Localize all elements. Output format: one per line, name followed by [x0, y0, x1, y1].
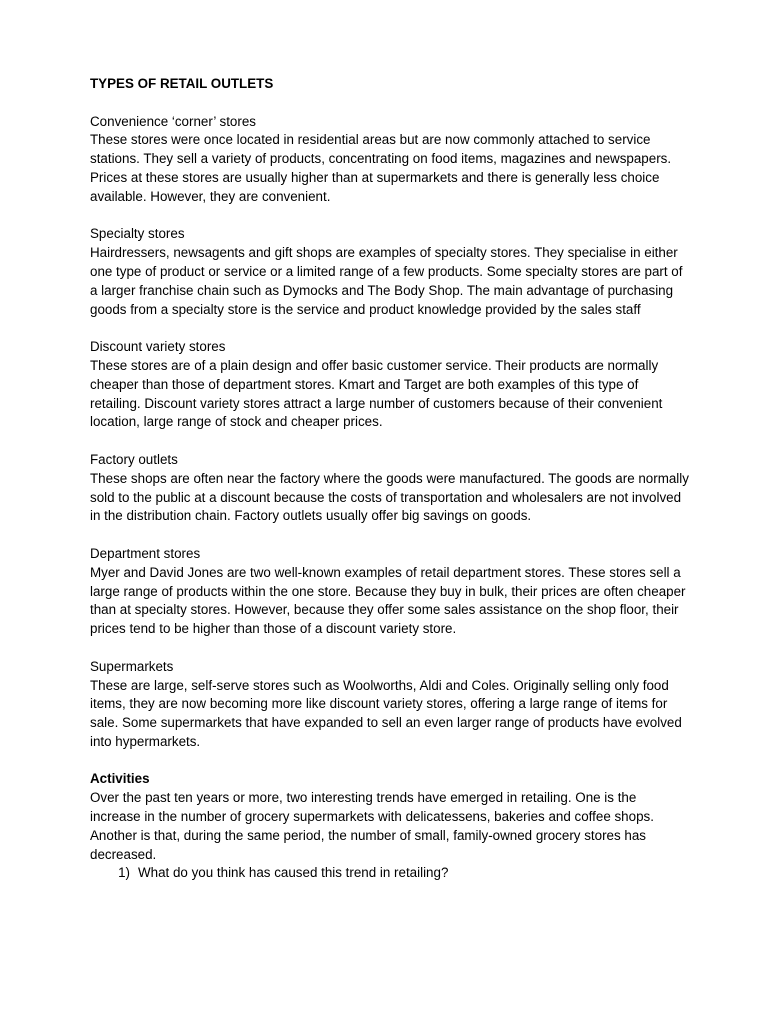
- question-list: [90, 864, 690, 883]
- section-body: These stores are of a plain design and offer basic customer service. Their products are normally cheaper than those of department stores. Kmart and Target are both examples of this type of retailing. Discount variety stores attract a large number of customers because of their convenient location, large range of stock and cheaper prices.: [90, 357, 663, 430]
- section-body: Myer and David Jones are two well-known examples of retail department stores. These stores sell a large range of products within the one store. Because they buy in bulk, their prices are often cheaper than at specialty stores. However, because they offer some sales assistance on the shop floor, their prices tend to be higher than those of a discount variety store.: [90, 564, 686, 637]
- document-page: [90, 75, 690, 883]
- section-heading: Specialty stores: [90, 226, 185, 242]
- document-title: TYPES OF RETAIL OUTLETS: [90, 76, 274, 91]
- section-heading: Department stores: [90, 545, 201, 561]
- section-heading: Convenience ‘corner’ stores: [90, 113, 256, 129]
- section-specialty-stores: [90, 225, 690, 319]
- section-heading: Factory outlets: [90, 451, 178, 467]
- question-text: What do you think has caused this trend in retailing?: [138, 865, 449, 881]
- section-body: These are large, self-serve stores such as Woolworths, Aldi and Coles. Originally selling only food items, they are now becoming more like discount variety stores, offering a large range of items for sale. Some supermarkets that have expanded to sell an even larger range of products have evolved into hypermarkets.: [90, 677, 682, 749]
- section-supermarkets: [90, 658, 690, 752]
- section-discount-variety-stores: [90, 338, 690, 432]
- activities-heading: Activities: [90, 771, 150, 787]
- section-body: These stores were once located in residential areas but are now commonly attached to service stations. They sell a variety of products, concentrating on food items, magazines and newspapers. Prices at these stores are usually higher than at supermarkets and there is generally less choice available. However, they are convenient.: [90, 132, 672, 204]
- section-heading: Discount variety stores: [90, 339, 226, 355]
- activities-body: Over the past ten years or more, two interesting trends have emerged in retailing. One is the increase in the number of grocery supermarkets with delicatessens, bakeries and coffee shops. Another is that, during the same period, the number of small, family-owned grocery stores has decreased.: [90, 790, 654, 862]
- section-heading: Supermarkets: [90, 658, 174, 674]
- section-department-stores: [90, 545, 690, 639]
- activities-section: [90, 770, 690, 883]
- question-number: 1): [118, 865, 130, 881]
- section-body: Hairdressers, newsagents and gift shops are examples of specialty stores. They specialise in either one type of product or service or a limited range of a few products. Some specialty stores are part of a larger franchise chain such as Dymocks and The Body Shop. The main advantage of purchasing goods from a specialty store is the service and product knowledge provided by the sales staff: [90, 245, 683, 317]
- question-item: [90, 864, 690, 883]
- section-convenience-stores: [90, 113, 690, 207]
- section-factory-outlets: [90, 451, 690, 526]
- section-body: These shops are often near the factory where the goods were manufactured. The goods are normally sold to the public at a discount because the costs of transportation and wholesalers are not involved in the distribution chain. Factory outlets usually offer big savings on goods.: [90, 470, 689, 524]
